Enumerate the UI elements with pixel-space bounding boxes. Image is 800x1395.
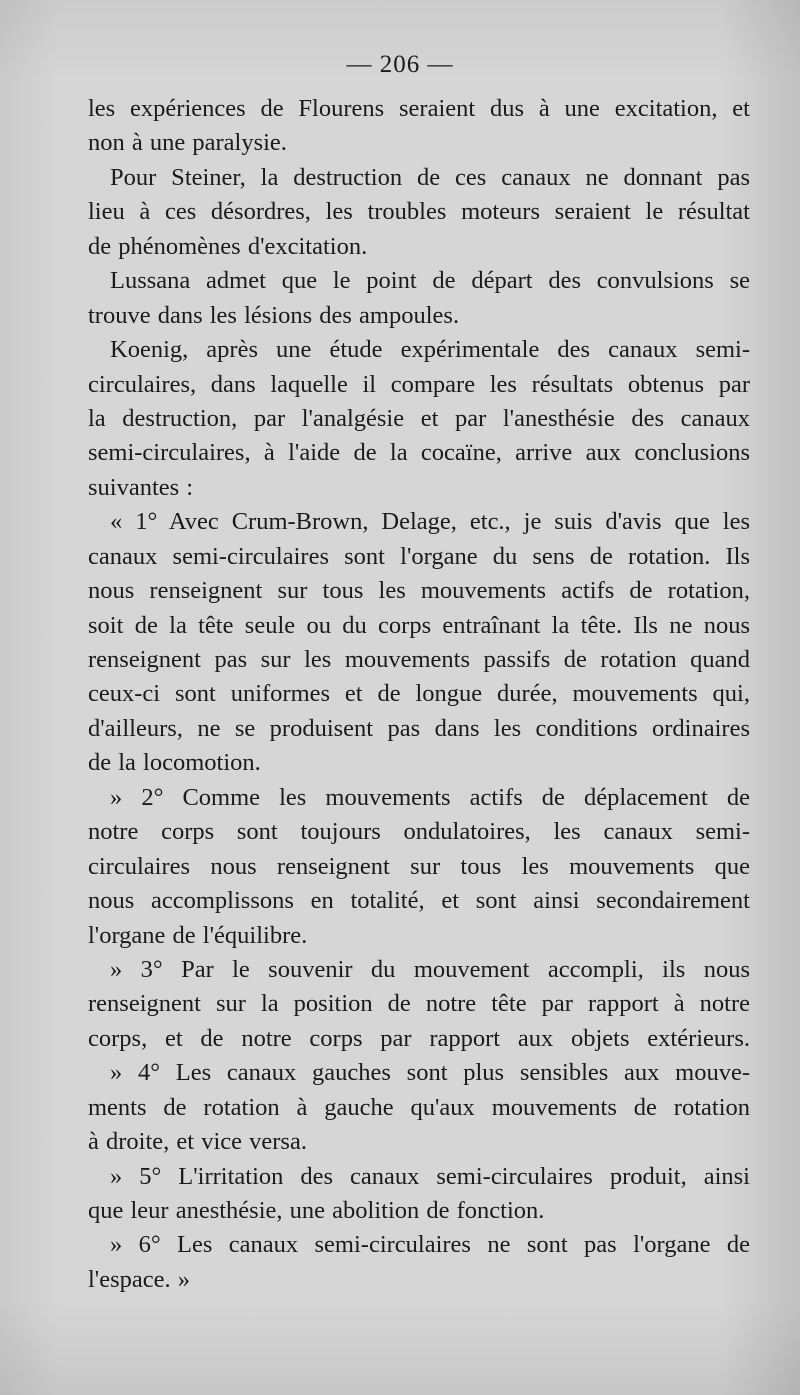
text-line: Koenig, après une étude expérimentale des canaux semi- [110, 336, 750, 364]
text-line: à droite, et vice versa. [88, 1128, 307, 1156]
text-line: nous accomplissons en totalité, et sont ainsi secondairement [88, 887, 750, 915]
text-line: suivantes : [88, 473, 194, 501]
page-number: — 206 — [346, 51, 454, 78]
text-line: » 5° L'irritation des canaux semi-circulaires produit, ainsi [110, 1162, 750, 1190]
body-text [88, 92, 750, 1297]
text-line: de la locomotion. [88, 749, 261, 777]
text-line: Lussana admet que le point de départ des convulsions se [110, 267, 750, 295]
text-line: notre corps sont toujours ondulatoires, les canaux semi- [88, 818, 750, 846]
text-line: d'ailleurs, ne se produisent pas dans les conditions ordinaires [88, 714, 750, 742]
text-line: ceux-ci sont uniformes et de longue durée, mouvements qui, [88, 680, 750, 708]
text-line: lieu à ces désordres, les troubles moteurs seraient le résultat [88, 198, 750, 226]
text-line: non à une paralysie. [88, 129, 287, 157]
text-line: l'espace. » [88, 1265, 191, 1293]
text-line: » 3° Par le souvenir du mouvement accompli, ils nous [110, 955, 750, 983]
text-line: ments de rotation à gauche qu'aux mouvements de rotation [88, 1093, 750, 1121]
text-line: l'organe de l'équilibre. [88, 921, 308, 949]
text-line: de phénomènes d'excitation. [88, 232, 368, 260]
text-line: » 4° Les canaux gauches sont plus sensibles aux mouve- [110, 1059, 750, 1087]
text-line: » 6° Les canaux semi-circulaires ne sont pas l'organe de [110, 1231, 750, 1259]
text-line: « 1° Avec Crum-Brown, Delage, etc., je suis d'avis que les [110, 508, 750, 536]
text-line: circulaires, dans laquelle il compare les résultats obtenus par [88, 370, 750, 398]
text-line: renseignent pas sur les mouvements passifs de rotation quand [88, 646, 750, 673]
text-line: circulaires nous renseignent sur tous les mouvements que [88, 852, 750, 880]
text-line: canaux semi-circulaires sont l'organe du sens de rotation. Ils [88, 542, 750, 570]
text-line: » 2° Comme les mouvements actifs de déplacement de [110, 783, 750, 811]
text-line: Pour Steiner, la destruction de ces canaux ne donnant pas [110, 163, 750, 191]
text-line: corps, et de notre corps par rapport aux objets extérieurs. [88, 1024, 750, 1052]
text-line: renseignent sur la position de notre tête par rapport à notre [88, 990, 750, 1018]
text-line: nous renseignent sur tous les mouvements actifs de rotation, [88, 577, 750, 605]
text-line: trouve dans les lésions des ampoules. [88, 301, 460, 329]
text-line: soit de la tête seule ou du corps entraînant la tête. Ils ne nous [88, 611, 750, 639]
text-line: la destruction, par l'analgésie et par l'anesthésie des canaux [88, 404, 750, 432]
text-line: les expériences de Flourens seraient dus à une excitation, et [88, 95, 750, 122]
text-line: semi-circulaires, à l'aide de la cocaïne, arrive aux conclusions [88, 439, 750, 467]
text-line: que leur anesthésie, une abolition de fonction. [88, 1197, 545, 1224]
